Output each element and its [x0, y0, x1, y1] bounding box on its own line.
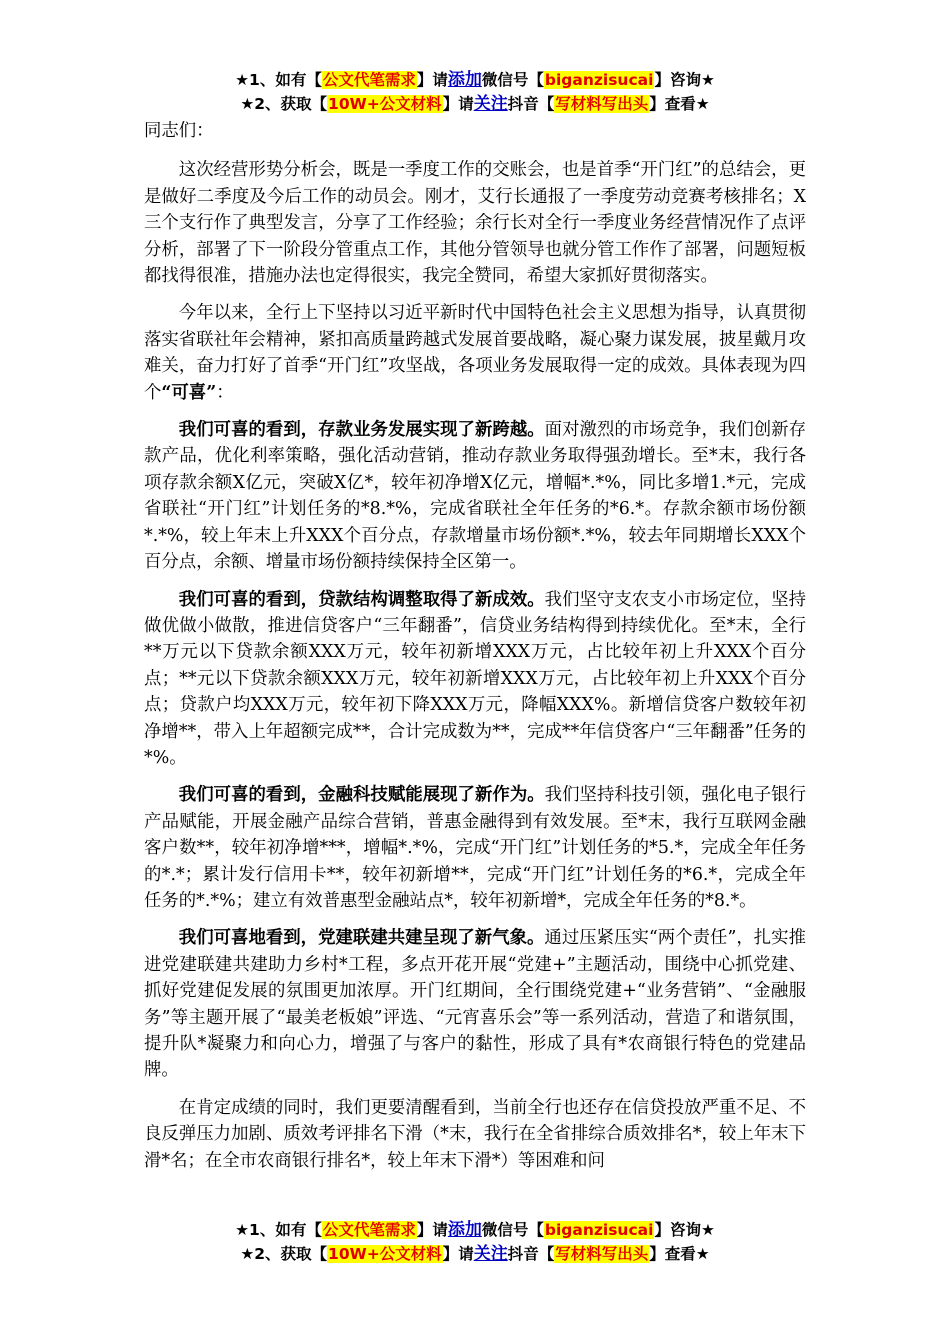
emphasis-add: 添加	[447, 70, 482, 90]
highlight-service: 公文代笔需求	[322, 1221, 416, 1239]
highlight-materials: 10W+公文材料	[328, 1245, 442, 1263]
promo-banner-top	[0, 68, 950, 116]
paragraph-heading: 我们可喜的看到，存款业务发展实现了新跨越。	[178, 420, 545, 441]
promo-banner-bottom	[0, 1218, 950, 1266]
paragraph-problems: 在肯定成绩的同时，我们更要清醒看到，当前全行也还存在信贷投放严重不足、不良反弹压力加剧、质效考评排名下滑（*末，我行在全省排综合质效排名*，较上年末下滑*名；在全市农商银行排名*，较上年末下滑*）等困难和问	[144, 1097, 806, 1171]
bold-highlight: “可喜”	[161, 382, 217, 403]
salutation: 同志们：	[144, 121, 214, 141]
paragraph-heading: 我们可喜的看到，金融科技赋能展现了新作为。	[178, 785, 545, 806]
paragraph-loans: 我们可喜的看到，贷款结构调整取得了新成效。我们坚守支农支小市场定位，坚持做优做小做散，推进信贷客户“三年翻番”，信贷业务结构得到持续优化。至*末，全行**万元以下贷款余额XXX万元，较年初新增XXX万元，占比较年初上升XXX个百分点；**元以下贷款余额XXX万元，较年初新增XXX万元，占比较年初上升XXX个百分点；贷款户均XXX万元，较年初下降XXX万元，降幅XXX%。新增信贷客户数较年初净增**，带入上年超额完成**，合计完成数为**，完成**年信贷客户“三年翻番”任务的*%。	[144, 589, 806, 768]
highlight-materials: 10W+公文材料	[328, 95, 442, 113]
highlight-wechat-id: biganzisucai	[544, 71, 654, 89]
document-body	[144, 118, 806, 1185]
paragraph-intro: 这次经营形势分析会，既是一季度工作的交账会，也是首季“开门红”的总结会，更是做好二季度及今后工作的动员会。刚才，艾行长通报了一季度劳动竞赛考核排名；X三个支行作了典型发言，分享了工作经验；余行长对全行一季度业务经营情况作了点评分析，部署了下一阶段分管重点工作，其他分管领导也就分管工作作了部署，问题短板都找得很准，措施办法也定得很实，我完全赞同，希望大家抓好贯彻落实。	[144, 160, 806, 287]
promo-line-2: ★2、获取【10W+公文材料】请关注抖音【写材料写出头】查看★	[240, 94, 710, 114]
paragraph-party-building: 我们可喜地看到，党建联建共建呈现了新气象。通过压紧压实“两个责任”，扎实推进党建联建共建助力乡村*工程，多点开花开展“党建+”主题活动，围绕中心抓党建、抓好党建促发展的氛围更加浓厚。开门红期间，全行围绕党建+“业务营销”、“金融服务”等主题开展了“最美老板娘”评选、“元宵喜乐会”等一系列活动，营造了和谐氛围，提升队*凝聚力和向心力，增强了与客户的黏性，形成了具有*农商银行特色的党建品牌。	[144, 928, 806, 1081]
promo-line-1: ★1、如有【公文代笔需求】请添加微信号【biganzisucai】咨询★	[235, 1220, 715, 1240]
emphasis-follow: 关注	[473, 94, 508, 114]
paragraph-heading: 我们可喜的看到，贷款结构调整取得了新成效。	[178, 589, 545, 610]
highlight-wechat-id: biganzisucai	[544, 1221, 654, 1239]
paragraph-heading: 我们可喜地看到，党建联建共建呈现了新气象。	[178, 928, 545, 949]
highlight-douyin: 写材料写出头	[555, 1245, 649, 1263]
highlight-service: 公文代笔需求	[322, 71, 416, 89]
highlight-douyin: 写材料写出头	[555, 95, 649, 113]
paragraph-overview: 今年以来，全行上下坚持以习近平新时代中国特色社会主义思想为指导，认真贯彻落实省联社年会精神，紧扣高质量跨越式发展首要战略，凝心聚力谋发展，披星戴月攻难关，奋力打好了首季“开门红”攻坚战，各项业务发展取得一定的成效。具体表现为四个“可喜”：	[144, 303, 806, 403]
paragraph-deposits: 我们可喜的看到，存款业务发展实现了新跨越。面对激烈的市场竞争，我们创新存款产品，优化利率策略，强化活动营销，推动存款业务取得强劲增长。至*末，我行各项存款余额X亿元，突破X亿*，较年初净增X亿元，增幅*.*%，同比多增1.*元，完成省联社“开门红”计划任务的*8.*%，完成省联社全年任务的*6.*。存款余额市场份额*.*%，较上年末上升XXX个百分点，存款增量市场份额*.*%，较去年同期增长XXX个百分点，余额、增量市场份额持续保持全区第一。	[144, 420, 806, 573]
emphasis-follow: 关注	[473, 1244, 508, 1264]
paragraph-fintech: 我们可喜的看到，金融科技赋能展现了新作为。我们坚持科技引领，强化电子银行产品赋能，开展金融产品综合营销，普惠金融得到有效发展。至*末，我行互联网金融客户数**，较年初净增***，增幅*.*%，完成“开门红”计划任务的*5.*，完成全年任务的*.*；累计发行信用卡**，较年初新增**，完成“开门红”计划任务的*6.*，完成全年任务的*.*%；建立有效普惠型金融站点*，较年初新增*，完成全年任务的*8.*。	[144, 785, 806, 911]
promo-line-2: ★2、获取【10W+公文材料】请关注抖音【写材料写出头】查看★	[240, 1244, 710, 1264]
promo-line-1: ★1、如有【公文代笔需求】请添加微信号【biganzisucai】咨询★	[235, 70, 715, 90]
emphasis-add: 添加	[447, 1220, 482, 1240]
